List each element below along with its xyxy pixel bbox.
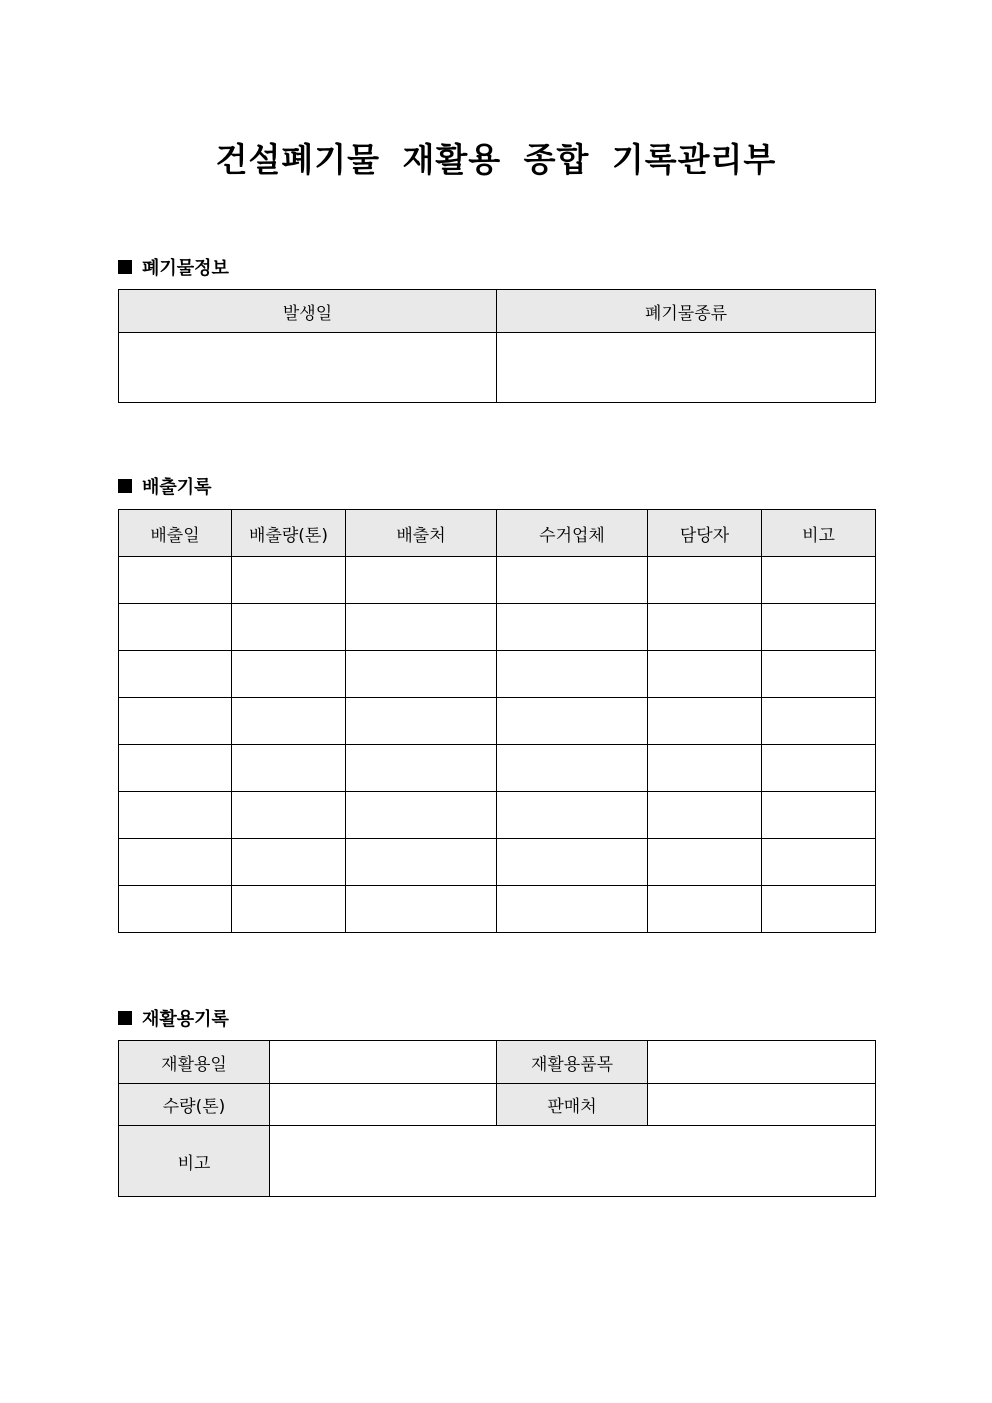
- table-cell[interactable]: [648, 604, 762, 651]
- column-header-remarks: 비고: [762, 510, 876, 557]
- page-title: 건설폐기물 재활용 종합 기록관리부: [215, 140, 777, 179]
- table-cell[interactable]: [346, 698, 497, 745]
- table-cell[interactable]: [346, 745, 497, 792]
- square-bullet-icon: [118, 260, 132, 274]
- recycling-record-heading-label: 재활용기록: [142, 1009, 229, 1030]
- recycling-record-table: [118, 1040, 876, 1197]
- table-cell[interactable]: [119, 886, 232, 933]
- table-row: [119, 839, 876, 886]
- table-cell[interactable]: [762, 557, 876, 604]
- table-cell[interactable]: [762, 886, 876, 933]
- waste-info-heading: [118, 254, 229, 280]
- table-cell[interactable]: [346, 604, 497, 651]
- table-row: [119, 604, 876, 651]
- table-cell[interactable]: [762, 651, 876, 698]
- discharge-record-heading: [118, 473, 212, 499]
- table-cell[interactable]: [762, 698, 876, 745]
- column-header-discharge-date: 배출일: [119, 510, 232, 557]
- table-cell[interactable]: [648, 886, 762, 933]
- table-row: [119, 886, 876, 933]
- remarks-field[interactable]: [270, 1126, 876, 1197]
- table-cell[interactable]: [346, 839, 497, 886]
- table-cell[interactable]: [762, 745, 876, 792]
- column-header-waste-type: 폐기물종류: [497, 290, 876, 333]
- quantity-field[interactable]: [270, 1084, 497, 1126]
- column-header-discharge-site: 배출처: [346, 510, 497, 557]
- waste-info-heading-label: 폐기물정보: [142, 258, 229, 279]
- table-row: [119, 698, 876, 745]
- column-header-collector: 수거업체: [497, 510, 648, 557]
- table-cell[interactable]: [232, 698, 346, 745]
- recycling-date-field[interactable]: [270, 1041, 497, 1084]
- table-row: [119, 333, 876, 403]
- table-cell[interactable]: [119, 839, 232, 886]
- column-header-occurrence-date: 발생일: [119, 290, 497, 333]
- table-cell[interactable]: [497, 886, 648, 933]
- square-bullet-icon: [118, 479, 132, 493]
- table-row: [119, 792, 876, 839]
- table-cell[interactable]: [648, 557, 762, 604]
- table-cell[interactable]: [762, 604, 876, 651]
- table-cell[interactable]: [497, 651, 648, 698]
- quantity-label: 수량(톤): [119, 1084, 270, 1126]
- discharge-record-heading-label: 배출기록: [142, 477, 212, 498]
- table-cell[interactable]: [119, 651, 232, 698]
- table-cell[interactable]: [648, 651, 762, 698]
- table-cell[interactable]: [232, 651, 346, 698]
- table-cell[interactable]: [648, 745, 762, 792]
- seller-label: 판매처: [497, 1084, 648, 1126]
- square-bullet-icon: [118, 1011, 132, 1025]
- table-cell[interactable]: [762, 792, 876, 839]
- column-header-discharge-amount: 배출량(톤): [232, 510, 346, 557]
- occurrence-date-field[interactable]: [119, 333, 497, 403]
- table-cell[interactable]: [232, 745, 346, 792]
- table-cell[interactable]: [232, 792, 346, 839]
- remarks-label: 비고: [119, 1126, 270, 1197]
- table-cell[interactable]: [497, 698, 648, 745]
- table-row: [119, 745, 876, 792]
- seller-field[interactable]: [648, 1084, 876, 1126]
- table-cell[interactable]: [762, 839, 876, 886]
- table-cell[interactable]: [346, 651, 497, 698]
- table-cell[interactable]: [119, 604, 232, 651]
- recycling-record-heading: [118, 1005, 229, 1031]
- table-cell[interactable]: [119, 792, 232, 839]
- waste-info-table: [118, 289, 876, 403]
- table-cell[interactable]: [497, 792, 648, 839]
- table-row: [119, 651, 876, 698]
- table-cell[interactable]: [497, 604, 648, 651]
- table-cell[interactable]: [232, 886, 346, 933]
- table-cell[interactable]: [648, 839, 762, 886]
- table-row: [119, 557, 876, 604]
- waste-type-field[interactable]: [497, 333, 876, 403]
- table-cell[interactable]: [497, 557, 648, 604]
- table-cell[interactable]: [346, 557, 497, 604]
- table-cell[interactable]: [346, 886, 497, 933]
- column-header-manager: 담당자: [648, 510, 762, 557]
- recycled-item-field[interactable]: [648, 1041, 876, 1084]
- table-cell[interactable]: [346, 792, 497, 839]
- recycled-item-label: 재활용품목: [497, 1041, 648, 1084]
- table-cell[interactable]: [119, 557, 232, 604]
- table-cell[interactable]: [497, 745, 648, 792]
- table-cell[interactable]: [232, 557, 346, 604]
- table-cell[interactable]: [648, 698, 762, 745]
- discharge-record-table: [118, 509, 876, 933]
- recycling-date-label: 재활용일: [119, 1041, 270, 1084]
- table-cell[interactable]: [232, 604, 346, 651]
- table-cell[interactable]: [497, 839, 648, 886]
- table-cell[interactable]: [648, 792, 762, 839]
- table-cell[interactable]: [232, 839, 346, 886]
- table-cell[interactable]: [119, 745, 232, 792]
- table-cell[interactable]: [119, 698, 232, 745]
